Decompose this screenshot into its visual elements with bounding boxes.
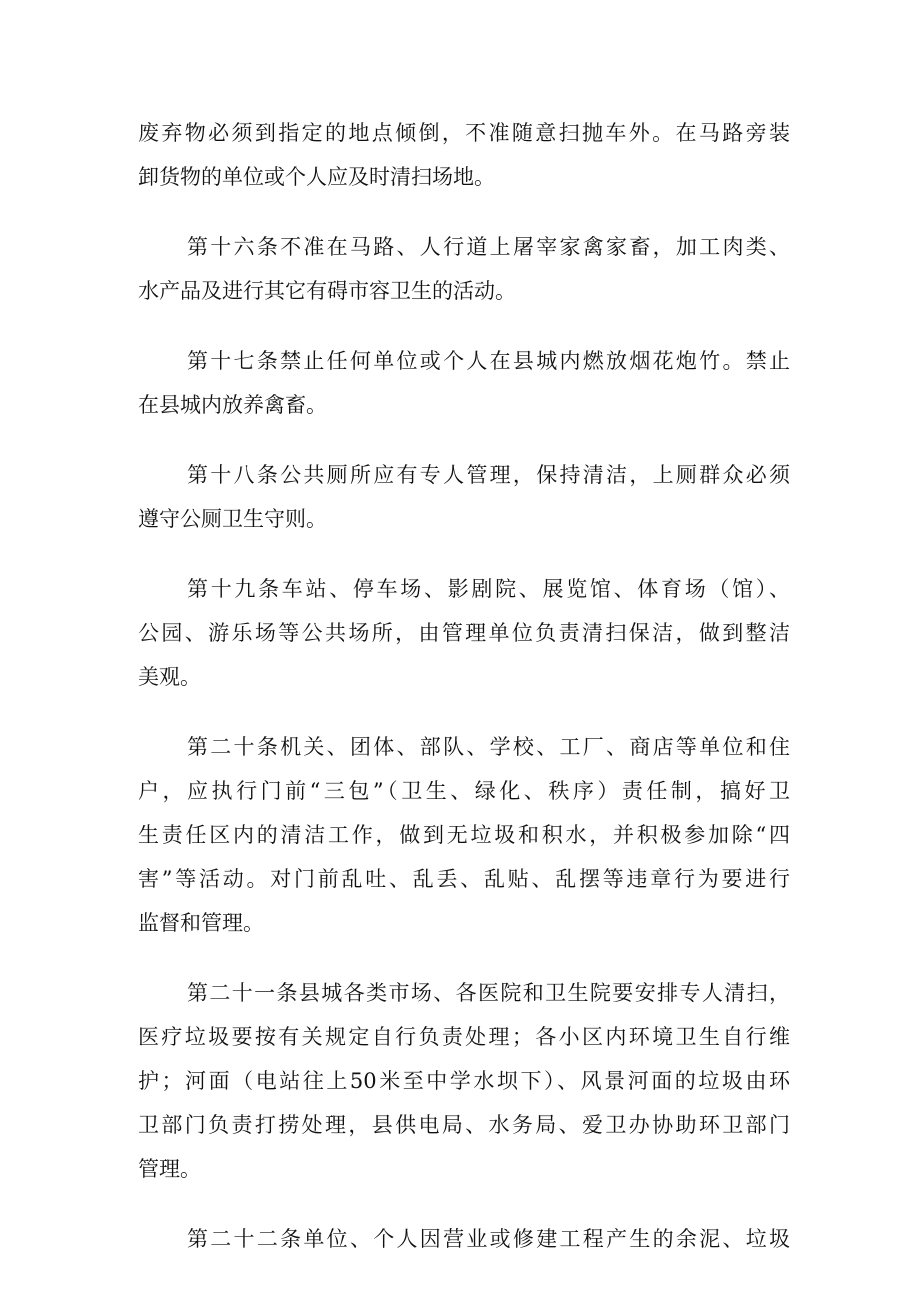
text-line: 第十七条禁止任何单位或个人在县城内燃放烟花炮竹。禁止	[187, 349, 790, 373]
paragraph-article-20	[138, 725, 790, 945]
text-line: 水产品及进行其它有碍市容卫生的活动。	[138, 279, 516, 303]
text-line: 第二十条机关、团体、部队、学校、工厂、商店等单位和住	[187, 735, 790, 759]
text-line: 监督和管理。	[138, 911, 264, 935]
paragraph-article-19	[138, 567, 790, 699]
document-body	[138, 111, 790, 1287]
text-line: 第二十一条县城各类市场、各医院和卫生院要安排专人清扫，	[187, 981, 790, 1005]
paragraph-continuation	[138, 111, 790, 199]
text-line: 害”等活动。对门前乱吐、乱丢、乱贴、乱摆等违章行为要进行	[138, 867, 790, 891]
text-line: 第十九条车站、停车场、影剧院、展览馆、体育场（馆）、	[187, 577, 790, 601]
paragraph-article-17	[138, 339, 790, 427]
paragraph-article-22	[138, 1217, 790, 1261]
text-line: 美观。	[138, 665, 201, 689]
paragraph-article-21	[138, 971, 790, 1191]
text-line: 管理。	[138, 1157, 201, 1181]
text-line: 医疗垃圾要按有关规定自行负责处理；各小区内环境卫生自行维	[138, 1025, 790, 1049]
text-line: 护；河面（电站往上50米至中学水坝下）、风景河面的垃圾由环	[138, 1069, 790, 1093]
text-line: 第十八条公共厕所应有专人管理，保持清洁，上厕群众必须	[187, 463, 790, 487]
text-line: 卸货物的单位或个人应及时清扫场地。	[138, 165, 495, 189]
text-line: 在县城内放养禽畜。	[138, 393, 327, 417]
paragraph-article-16	[138, 225, 790, 313]
text-line: 卫部门负责打捞处理，县供电局、水务局、爱卫办协助环卫部门	[138, 1113, 790, 1137]
text-line: 第二十二条单位、个人因营业或修建工程产生的余泥、垃圾	[187, 1227, 790, 1251]
paragraph-article-18	[138, 453, 790, 541]
text-line: 公园、游乐场等公共场所，由管理单位负责清扫保洁，做到整洁	[138, 621, 790, 645]
text-line: 第十六条不准在马路、人行道上屠宰家禽家畜，加工肉类、	[187, 235, 790, 259]
text-line: 废弃物必须到指定的地点倾倒，不准随意扫抛车外。在马路旁装	[138, 121, 790, 145]
text-line: 户，应执行门前“三包”（卫生、绿化、秩序）责任制，搞好卫	[138, 779, 790, 803]
text-line: 生责任区内的清洁工作，做到无垃圾和积水，并积极参加除“四	[138, 823, 790, 847]
text-line: 遵守公厕卫生守则。	[138, 507, 327, 531]
